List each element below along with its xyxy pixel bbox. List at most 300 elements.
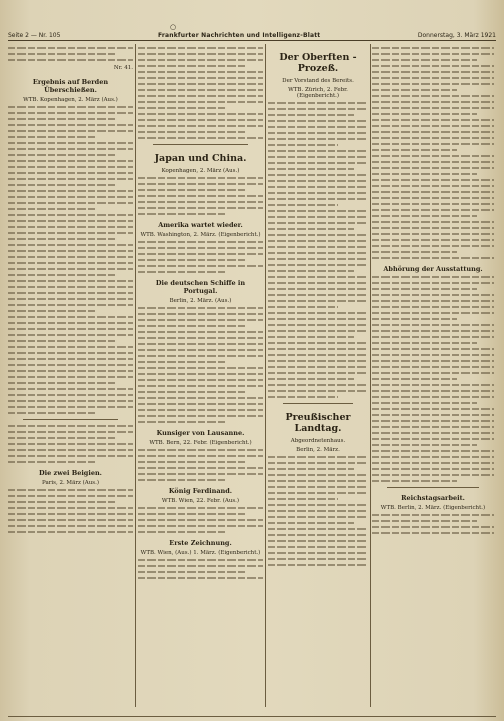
- text-line: [8, 160, 133, 162]
- text-line: [138, 241, 263, 243]
- text-line: [268, 264, 368, 266]
- article-separator: [153, 144, 248, 145]
- text-line: [8, 425, 133, 427]
- text-line: [8, 106, 133, 108]
- article-body: [138, 559, 263, 579]
- masthead-page-number: Seite 2 — Nr. 105: [8, 31, 61, 39]
- text-line: [8, 455, 133, 457]
- text-line: [268, 228, 354, 230]
- article-dateline: WTB. Zürich, 2. Febr. (Eigenbericht.): [288, 87, 348, 99]
- text-line: [8, 124, 133, 126]
- article-dateline: WTB. Washington, 2. März. (Eigenbericht.): [140, 232, 261, 238]
- text-line: [138, 559, 263, 561]
- text-line: [372, 53, 494, 55]
- article-headline: Abhörung der Ausstattung.: [383, 265, 483, 273]
- text-line: [268, 366, 368, 368]
- text-line: [8, 148, 133, 150]
- article-dateline: WTB. Bern, 22. Febr. (Eigenbericht.): [149, 440, 252, 446]
- column-rule: [370, 44, 371, 707]
- text-line: [268, 156, 368, 158]
- text-line: [372, 462, 494, 464]
- text-line: [138, 513, 246, 515]
- text-line: [268, 510, 368, 512]
- text-line: [372, 450, 494, 452]
- text-line: [8, 531, 133, 533]
- text-line: [8, 118, 116, 120]
- text-line: [8, 501, 116, 503]
- text-line: [372, 137, 494, 139]
- text-line: [372, 131, 494, 133]
- text-line: [268, 522, 354, 524]
- text-line: [8, 238, 116, 240]
- text-line: [268, 204, 338, 206]
- text-line: [372, 330, 494, 332]
- column-1: [8, 44, 133, 707]
- article-headline: Der Oberften - Prozeß.: [279, 52, 357, 74]
- text-line: [8, 53, 116, 55]
- text-line: [372, 113, 477, 115]
- text-line: [8, 519, 133, 521]
- text-line: [372, 282, 494, 284]
- text-line: [372, 119, 494, 121]
- text-line: [372, 179, 494, 181]
- article-body: [8, 425, 133, 463]
- text-line: [268, 276, 368, 278]
- text-line: [8, 298, 133, 300]
- text-line: [372, 149, 457, 151]
- text-line: [8, 262, 133, 264]
- text-line: [8, 437, 116, 439]
- text-line: [138, 201, 263, 203]
- text-line: [138, 207, 263, 209]
- text-line: [138, 531, 226, 533]
- text-line: [8, 376, 133, 378]
- text-line: [8, 274, 116, 276]
- text-line: [138, 467, 263, 469]
- text-line: [268, 282, 368, 284]
- text-line: [372, 324, 494, 326]
- text-line: [372, 71, 494, 73]
- text-line: [138, 449, 263, 451]
- text-line: [8, 340, 116, 342]
- text-line: [8, 226, 133, 228]
- article-headline: Reichstagsarbeit.: [401, 494, 465, 502]
- text-line: [138, 403, 263, 405]
- text-line: [138, 385, 263, 387]
- text-line: [138, 177, 263, 179]
- text-line: [372, 125, 494, 127]
- text-line: [268, 486, 368, 488]
- text-line: [8, 334, 133, 336]
- article-body: [372, 47, 494, 259]
- article-body: [138, 307, 263, 423]
- text-line: [8, 461, 96, 463]
- text-line: [268, 288, 368, 290]
- article-body: [268, 102, 368, 398]
- text-line: [372, 426, 494, 428]
- text-line: [138, 525, 263, 527]
- text-line: [268, 150, 368, 152]
- text-line: [372, 414, 494, 416]
- article-dateline: WTB. Wien, 22. Febr. (Aus.): [161, 498, 240, 504]
- text-line: [372, 300, 494, 302]
- text-line: [138, 107, 226, 109]
- text-line: [372, 77, 494, 79]
- text-line: [268, 456, 368, 458]
- text-line: [8, 172, 133, 174]
- article-headline: Amerika wartet wieder.: [158, 221, 243, 229]
- text-line: [138, 519, 263, 521]
- article-body: [8, 106, 133, 414]
- text-line: [372, 402, 477, 404]
- text-line: [268, 324, 368, 326]
- text-line: [372, 203, 494, 205]
- text-line: [8, 346, 133, 348]
- text-line: [8, 382, 116, 384]
- text-line: [268, 240, 368, 242]
- text-line: [8, 250, 133, 252]
- text-line: [138, 379, 263, 381]
- article-subheadline: Der Vorstand des Bereits.: [282, 78, 354, 84]
- text-line: [8, 406, 133, 408]
- text-line: [268, 462, 368, 464]
- text-line: [268, 138, 368, 140]
- text-line: [372, 257, 494, 259]
- text-line: [372, 420, 494, 422]
- article-dateline: WTB. Berlin, 2. März. (Eigenbericht.): [380, 505, 486, 511]
- text-line: [372, 306, 494, 308]
- text-line: [372, 526, 494, 528]
- text-line: [268, 180, 368, 182]
- text-line: [8, 316, 133, 318]
- text-line: [138, 473, 263, 475]
- text-line: [372, 209, 494, 211]
- text-line: [8, 310, 96, 312]
- text-line: [372, 468, 494, 470]
- text-line: [8, 142, 133, 144]
- text-line: [268, 144, 338, 146]
- text-line: [268, 258, 368, 260]
- article-subheadline: Abgeordnetenhaus.: [290, 438, 346, 444]
- text-line: [138, 183, 263, 185]
- text-line: [8, 59, 133, 61]
- article-dateline: Berlin, 2. März.: [296, 447, 340, 453]
- text-line: [8, 208, 96, 210]
- text-line: [268, 360, 368, 362]
- text-line: [372, 396, 494, 398]
- text-line: [138, 137, 263, 139]
- article-separator: [23, 419, 118, 420]
- text-line: [372, 173, 477, 175]
- text-line: [138, 307, 263, 309]
- text-line: [138, 337, 263, 339]
- column-3: [268, 44, 368, 707]
- text-line: [372, 227, 494, 229]
- text-line: [8, 412, 96, 414]
- text-line: [138, 101, 263, 103]
- text-line: [372, 520, 477, 522]
- text-line: [8, 400, 133, 402]
- article-tag: Nr. 41.: [113, 65, 133, 71]
- article-headline: König Ferdinand.: [168, 487, 233, 495]
- text-line: [8, 507, 133, 509]
- text-line: [138, 77, 263, 79]
- page-ornament: ○: [170, 23, 177, 31]
- text-line: [8, 166, 133, 168]
- text-line: [138, 571, 246, 573]
- text-line: [268, 108, 368, 110]
- text-line: [268, 210, 368, 212]
- article-body: [138, 449, 263, 481]
- text-line: [268, 330, 368, 332]
- text-line: [268, 384, 368, 386]
- text-line: [372, 444, 477, 446]
- text-line: [372, 390, 494, 392]
- text-line: [8, 364, 133, 366]
- text-line: [372, 215, 477, 217]
- article-dateline: WTB. Wien, (Aus.) 1. März. (Eigenbericht.): [140, 550, 261, 556]
- text-line: [8, 232, 133, 234]
- text-line: [372, 47, 494, 49]
- article-headline: Die deutschen Schiffe in Portugal.: [155, 279, 246, 295]
- text-line: [8, 449, 133, 451]
- text-line: [268, 372, 368, 374]
- text-line: [372, 167, 494, 169]
- text-line: [8, 112, 133, 114]
- text-line: [268, 132, 368, 134]
- article-dateline: Kopenhagen, 2. März (Aus.): [161, 168, 240, 174]
- text-line: [8, 358, 133, 360]
- text-line: [372, 65, 494, 67]
- article-body: [372, 514, 494, 534]
- text-line: [8, 202, 133, 204]
- article-headline: Erste Zeichnung.: [169, 539, 232, 547]
- text-line: [372, 312, 494, 314]
- text-line: [138, 577, 263, 579]
- text-line: [138, 479, 226, 481]
- text-line: [8, 322, 133, 324]
- text-line: [268, 300, 368, 302]
- text-line: [372, 197, 494, 199]
- column-4: [372, 44, 494, 707]
- text-line: [372, 245, 494, 247]
- article-body: [372, 276, 494, 482]
- text-line: [268, 552, 368, 554]
- text-line: [138, 259, 246, 261]
- text-line: [372, 101, 494, 103]
- text-line: [372, 354, 494, 356]
- text-line: [268, 558, 368, 560]
- text-line: [138, 507, 263, 509]
- text-line: [372, 408, 494, 410]
- text-line: [8, 214, 133, 216]
- text-line: [138, 461, 246, 463]
- article-body: [268, 456, 368, 566]
- text-line: [8, 244, 133, 246]
- text-line: [268, 480, 368, 482]
- text-line: [372, 432, 494, 434]
- text-line: [8, 286, 133, 288]
- text-line: [268, 396, 338, 398]
- text-line: [138, 391, 246, 393]
- text-line: [268, 234, 368, 236]
- text-line: [138, 113, 263, 115]
- text-line: [268, 492, 368, 494]
- text-line: [372, 288, 477, 290]
- text-line: [372, 456, 494, 458]
- text-line: [268, 318, 368, 320]
- text-line: [8, 304, 133, 306]
- text-line: [138, 331, 263, 333]
- text-line: [372, 474, 494, 476]
- text-line: [268, 504, 368, 506]
- text-line: [138, 373, 263, 375]
- text-line: [268, 168, 354, 170]
- article-headline: Ergebnis auf Berden Überschießen.: [32, 78, 109, 94]
- text-line: [268, 294, 368, 296]
- text-line: [268, 246, 368, 248]
- text-line: [268, 534, 368, 536]
- text-line: [8, 370, 133, 372]
- masthead-date: Donnerstag, 3. März 1921: [417, 31, 496, 39]
- article-body: [138, 47, 263, 139]
- text-line: [138, 565, 263, 567]
- article-body: [8, 489, 133, 533]
- text-line: [8, 178, 133, 180]
- text-line: [8, 184, 116, 186]
- text-line: [372, 378, 457, 380]
- text-line: [138, 409, 263, 411]
- text-line: [268, 252, 368, 254]
- text-line: [138, 265, 263, 267]
- text-line: [8, 388, 133, 390]
- text-line: [8, 431, 133, 433]
- text-line: [138, 421, 226, 423]
- text-line: [8, 136, 96, 138]
- text-line: [268, 474, 368, 476]
- text-line: [8, 489, 133, 491]
- text-line: [138, 343, 263, 345]
- text-line: [372, 348, 494, 350]
- text-line: [268, 192, 368, 194]
- text-line: [372, 294, 494, 296]
- text-line: [8, 394, 133, 396]
- text-line: [268, 102, 368, 104]
- article-headline: Preußischer Landtag.: [285, 412, 351, 434]
- text-line: [268, 270, 354, 272]
- text-line: [138, 313, 263, 315]
- text-line: [138, 53, 263, 55]
- text-line: [372, 532, 494, 534]
- text-line: [372, 185, 494, 187]
- text-line: [372, 161, 494, 163]
- text-line: [268, 390, 368, 392]
- article-body: [138, 177, 263, 215]
- text-line: [8, 154, 116, 156]
- text-line: [268, 354, 368, 356]
- text-line: [268, 186, 368, 188]
- text-line: [138, 95, 263, 97]
- text-line: [138, 119, 263, 121]
- text-line: [372, 155, 494, 157]
- text-line: [268, 174, 368, 176]
- text-line: [8, 190, 133, 192]
- text-line: [8, 196, 133, 198]
- text-line: [138, 47, 263, 49]
- text-line: [372, 384, 494, 386]
- text-line: [138, 349, 263, 351]
- text-line: [8, 268, 133, 270]
- text-line: [372, 107, 494, 109]
- column-2: [138, 44, 263, 707]
- text-line: [372, 95, 494, 97]
- masthead-title: Frankfurter Nachrichten und Intelligenz-Blatt: [157, 31, 321, 39]
- text-line: [138, 415, 263, 417]
- text-line: [372, 480, 457, 482]
- text-line: [8, 130, 133, 132]
- text-line: [372, 143, 494, 145]
- text-line: [268, 528, 368, 530]
- text-line: [268, 216, 368, 218]
- text-line: [268, 198, 368, 200]
- column-rule: [265, 44, 266, 707]
- text-line: [268, 312, 368, 314]
- text-line: [268, 348, 368, 350]
- text-line: [138, 355, 263, 357]
- article-separator: [283, 403, 353, 404]
- text-line: [268, 468, 354, 470]
- article-dateline: Berlin, 2. März. (Aus.): [169, 298, 232, 304]
- text-line: [372, 276, 494, 278]
- masthead: [8, 30, 496, 41]
- text-line: [8, 513, 133, 515]
- text-line: [8, 443, 133, 445]
- text-line: [268, 120, 368, 122]
- text-line: [138, 65, 246, 67]
- text-line: [8, 256, 133, 258]
- text-line: [138, 71, 263, 73]
- text-line: [372, 438, 494, 440]
- text-line: [268, 540, 368, 542]
- text-line: [8, 495, 133, 497]
- text-line: [8, 280, 133, 282]
- text-line: [372, 342, 477, 344]
- column-rule: [135, 44, 136, 707]
- text-line: [8, 220, 133, 222]
- article-headline: Kunsiger von Lausanne.: [156, 429, 245, 437]
- article-headline: Japan und China.: [154, 153, 247, 164]
- text-line: [268, 378, 354, 380]
- text-line: [268, 126, 368, 128]
- text-line: [372, 83, 494, 85]
- text-line: [268, 564, 368, 566]
- text-line: [372, 233, 494, 235]
- text-line: [138, 247, 263, 249]
- text-line: [138, 325, 246, 327]
- text-line: [138, 89, 263, 91]
- text-line: [372, 372, 494, 374]
- text-line: [8, 292, 133, 294]
- text-line: [138, 455, 263, 457]
- text-line: [372, 514, 494, 516]
- text-line: [138, 213, 226, 215]
- text-line: [372, 221, 494, 223]
- text-line: [268, 342, 368, 344]
- text-line: [138, 253, 263, 255]
- text-line: [138, 319, 263, 321]
- text-line: [372, 251, 457, 253]
- text-line: [8, 47, 133, 49]
